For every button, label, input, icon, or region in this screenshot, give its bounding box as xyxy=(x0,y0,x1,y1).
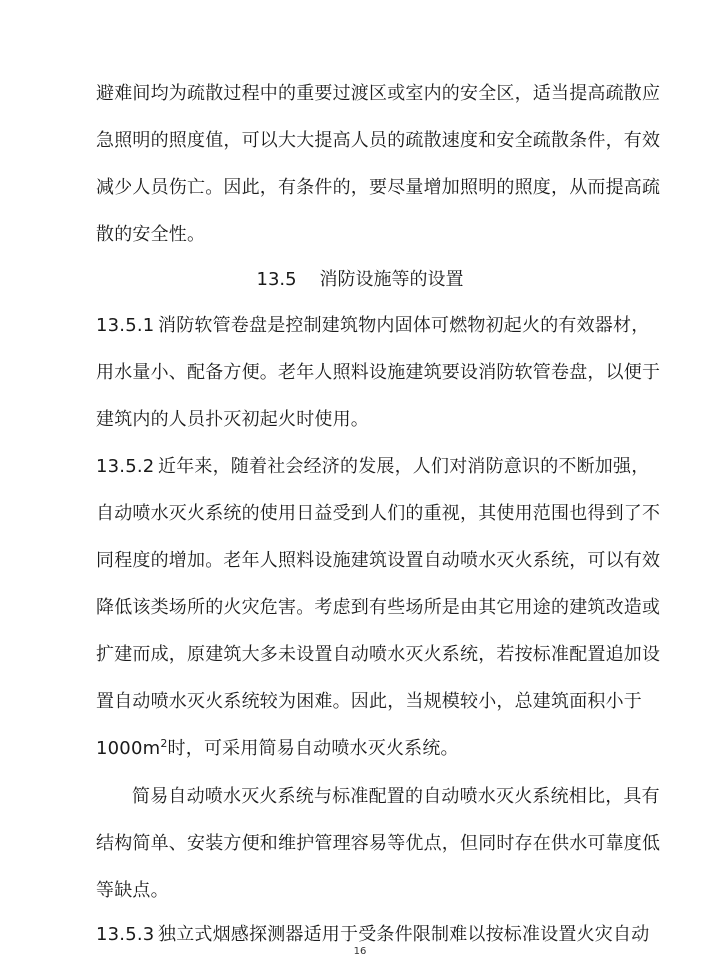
intro-line-3: 减少人员伤亡。因此，有条件的，要尽量增加照明的照度，从而提高疏 xyxy=(96,177,661,198)
clause-13-5-2-line-2: 自动喷水灭火系统的使用日益受到人们的重视，其使用范围也得到了不 xyxy=(96,503,661,524)
intro-line-1: 避难间均为疏散过程中的重要过渡区或室内的安全区，适当提高疏散应 xyxy=(96,83,661,104)
area-value: 1000m xyxy=(96,738,161,759)
area-tail: 时，可采用简易自动喷水灭火系统。 xyxy=(167,738,459,759)
clause-13-5-2-para2-line-2: 结构简单、安装方便和维护管理容易等优点，但同时存在供水可靠度低 xyxy=(96,833,661,854)
section-number: 13.5 xyxy=(256,269,297,290)
clause-number: 13.5.2 xyxy=(96,456,155,477)
clause-13-5-3-line-1 xyxy=(96,923,649,947)
clause-text: 消防软管卷盘是控制建筑物内固体可燃物初起火的有效器材， xyxy=(158,315,650,336)
clause-13-5-1-line-2: 用水量小、配备方便。老年人照料设施建筑要设消防软管卷盘，以便于 xyxy=(96,362,661,383)
page-number: 16 xyxy=(353,946,367,957)
clause-13-5-2-para2-line-1: 简易自动喷水灭火系统与标准配置的自动喷水灭火系统相比，具有 xyxy=(132,786,660,807)
clause-13-5-2-line-7 xyxy=(96,737,459,761)
clause-number: 13.5.3 xyxy=(96,924,155,945)
clause-number: 13.5.1 xyxy=(96,315,155,336)
clause-text: 独立式烟感探测器适用于受条件限制难以按标准设置火灾自动 xyxy=(158,924,650,945)
clause-13-5-2-para2-line-3: 等缺点。 xyxy=(96,880,169,901)
section-title: 消防设施等的设置 xyxy=(319,269,464,290)
clause-13-5-1-line-3: 建筑内的人员扑灭初起火时使用。 xyxy=(96,409,369,430)
intro-line-4: 散的安全性。 xyxy=(96,224,206,245)
clause-text: 近年来，随着社会经济的发展，人们对消防意识的不断加强， xyxy=(158,456,650,477)
clause-13-5-2-line-4: 降低该类场所的火灾危害。考虑到有些场所是由其它用途的建筑改造或 xyxy=(96,597,661,618)
section-heading xyxy=(0,268,720,292)
area-superscript: 2 xyxy=(160,737,168,750)
intro-line-2: 急照明的照度值，可以大大提高人员的疏散速度和安全疏散条件，有效 xyxy=(96,130,661,151)
clause-13-5-2-line-3: 同程度的增加。老年人照料设施建筑设置自动喷水灭火系统，可以有效 xyxy=(96,550,661,571)
clause-13-5-2-line-1 xyxy=(96,455,649,479)
clause-13-5-2-line-6: 置自动喷水灭火系统较为困难。因此，当规模较小，总建筑面积小于 xyxy=(96,691,642,712)
clause-13-5-1-line-1 xyxy=(96,314,649,338)
clause-13-5-2-line-5: 扩建而成，原建筑大多未设置自动喷水灭火系统，若按标准配置追加设 xyxy=(96,644,661,665)
